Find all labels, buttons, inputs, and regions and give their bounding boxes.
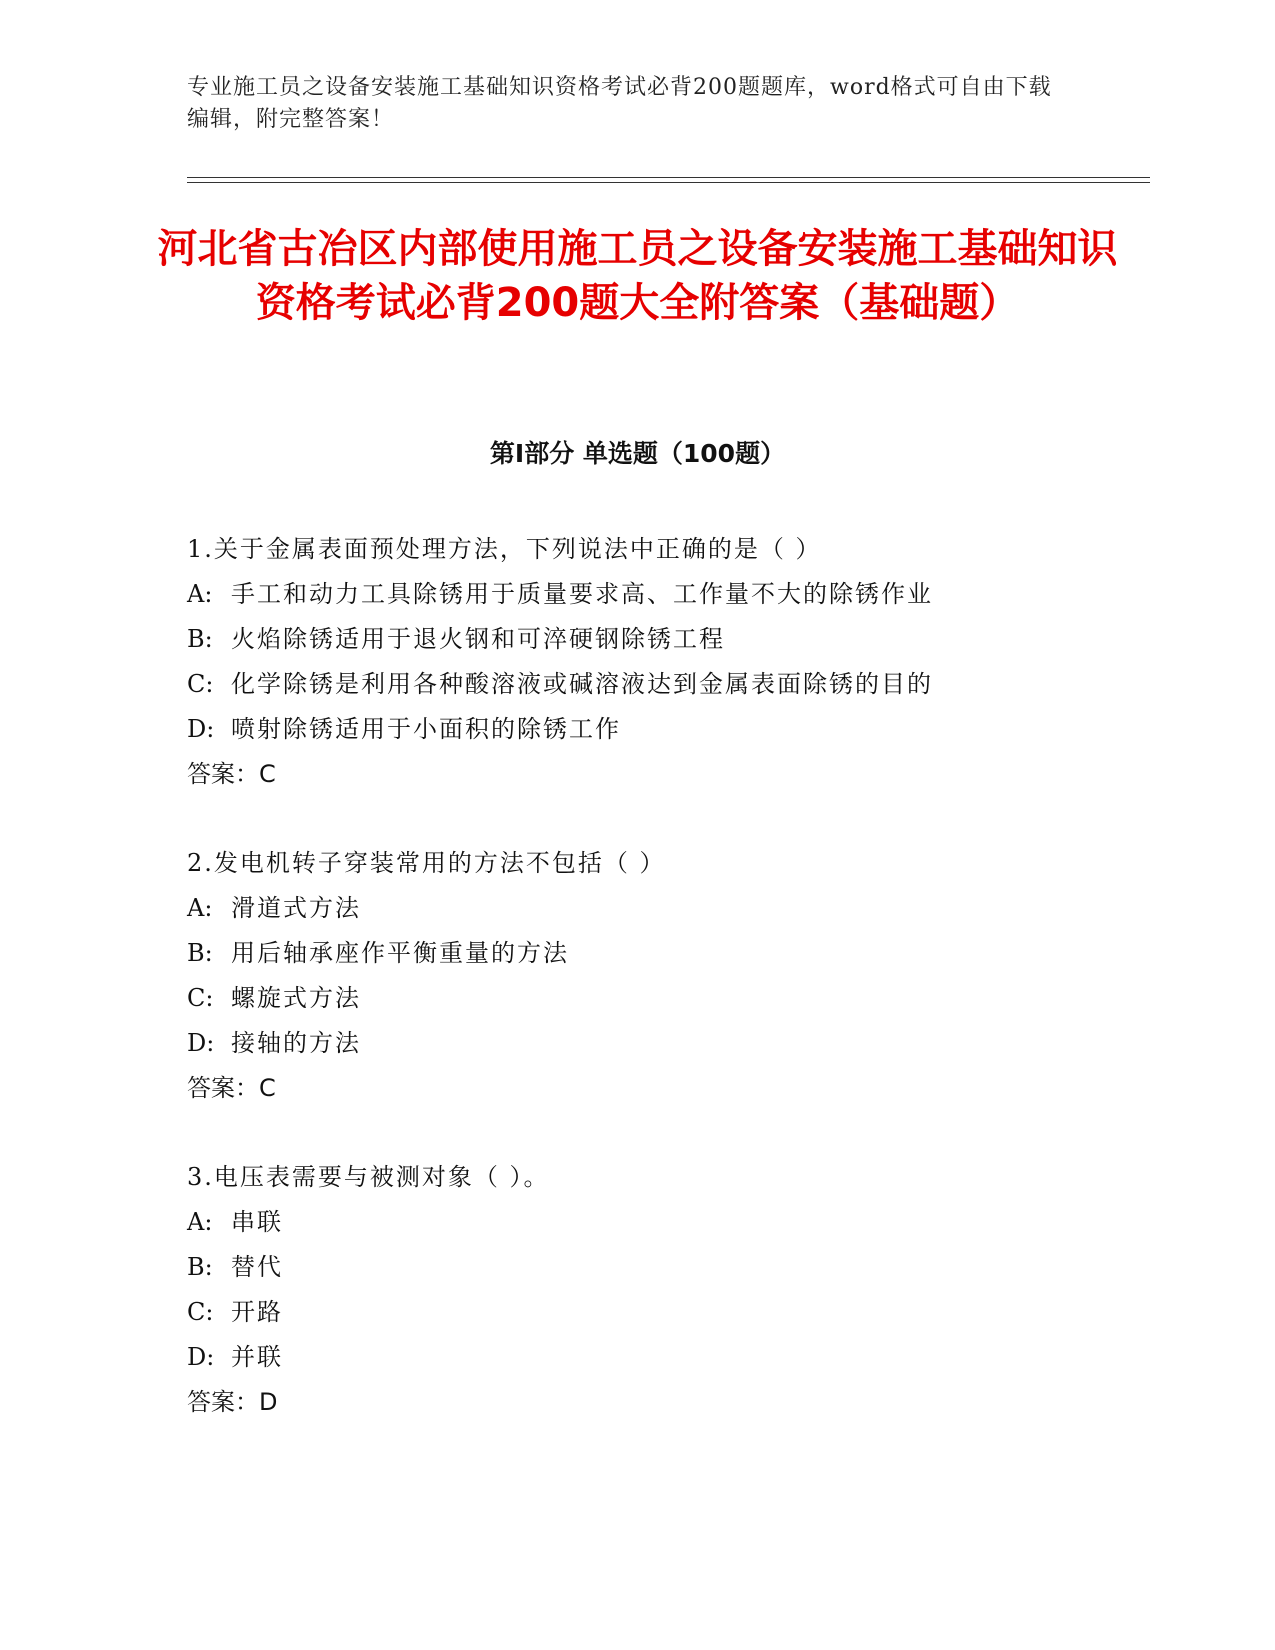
option-c — [187, 1290, 1087, 1335]
option-letter: D: — [187, 715, 215, 743]
option-text: 火焰除锈适用于退火钢和可淬硬钢除锈工程 — [231, 625, 725, 653]
question-2 — [187, 841, 1087, 1111]
option-letter: C: — [187, 1298, 214, 1326]
option-text: 手工和动力工具除锈用于质量要求高、工作量不大的除锈作业 — [231, 580, 933, 608]
option-letter: B: — [187, 625, 213, 653]
option-b — [187, 1245, 1087, 1290]
document-title: 河北省古冶区内部使用施工员之设备安装施工基础知识资格考试必背200题大全附答案（基础题） — [157, 226, 1118, 326]
option-b — [187, 617, 1087, 662]
option-text: 替代 — [231, 1253, 283, 1281]
option-letter: A: — [187, 894, 213, 922]
option-a — [187, 1200, 1087, 1245]
option-letter: B: — [187, 1253, 213, 1281]
question-stem: 1.关于金属表面预处理方法，下列说法中正确的是（ ） — [187, 535, 822, 563]
option-text: 接轴的方法 — [231, 1029, 361, 1057]
option-letter: A: — [187, 580, 213, 608]
option-letter: C: — [187, 984, 214, 1012]
header-divider-thin — [187, 182, 1150, 183]
option-c — [187, 662, 1087, 707]
option-text: 用后轴承座作平衡重量的方法 — [231, 939, 569, 967]
option-a — [187, 886, 1087, 931]
option-letter: A: — [187, 1208, 213, 1236]
answer-line: 答案：C — [187, 1074, 276, 1102]
question-list — [187, 527, 1087, 1469]
answer-line: 答案：D — [187, 1388, 278, 1416]
question-3 — [187, 1155, 1087, 1425]
option-text: 串联 — [231, 1208, 283, 1236]
option-letter: B: — [187, 939, 213, 967]
option-text: 开路 — [231, 1298, 283, 1326]
header-divider-thick — [187, 177, 1150, 178]
option-d — [187, 707, 1087, 752]
option-text: 化学除锈是利用各种酸溶液或碱溶液达到金属表面除锈的目的 — [231, 670, 933, 698]
section-heading: 第Ⅰ部分 单选题（100题） — [489, 439, 786, 468]
option-b — [187, 931, 1087, 976]
option-letter: D: — [187, 1029, 215, 1057]
option-text: 螺旋式方法 — [231, 984, 361, 1012]
question-1 — [187, 527, 1087, 797]
question-stem: 2.发电机转子穿装常用的方法不包括（ ） — [187, 849, 666, 877]
question-stem: 3.电压表需要与被测对象（ ）。 — [187, 1163, 550, 1191]
option-c — [187, 976, 1087, 1021]
option-letter: D: — [187, 1343, 215, 1371]
answer-line: 答案：C — [187, 760, 276, 788]
option-letter: C: — [187, 670, 214, 698]
option-d — [187, 1021, 1087, 1066]
option-text: 喷射除锈适用于小面积的除锈工作 — [231, 715, 621, 743]
option-text: 并联 — [231, 1343, 283, 1371]
option-a — [187, 572, 1087, 617]
header-note: 专业施工员之设备安装施工基础知识资格考试必背200题题库，word格式可自由下载编辑，附完整答案！ — [187, 75, 1052, 132]
option-text: 滑道式方法 — [231, 894, 361, 922]
option-d — [187, 1335, 1087, 1380]
